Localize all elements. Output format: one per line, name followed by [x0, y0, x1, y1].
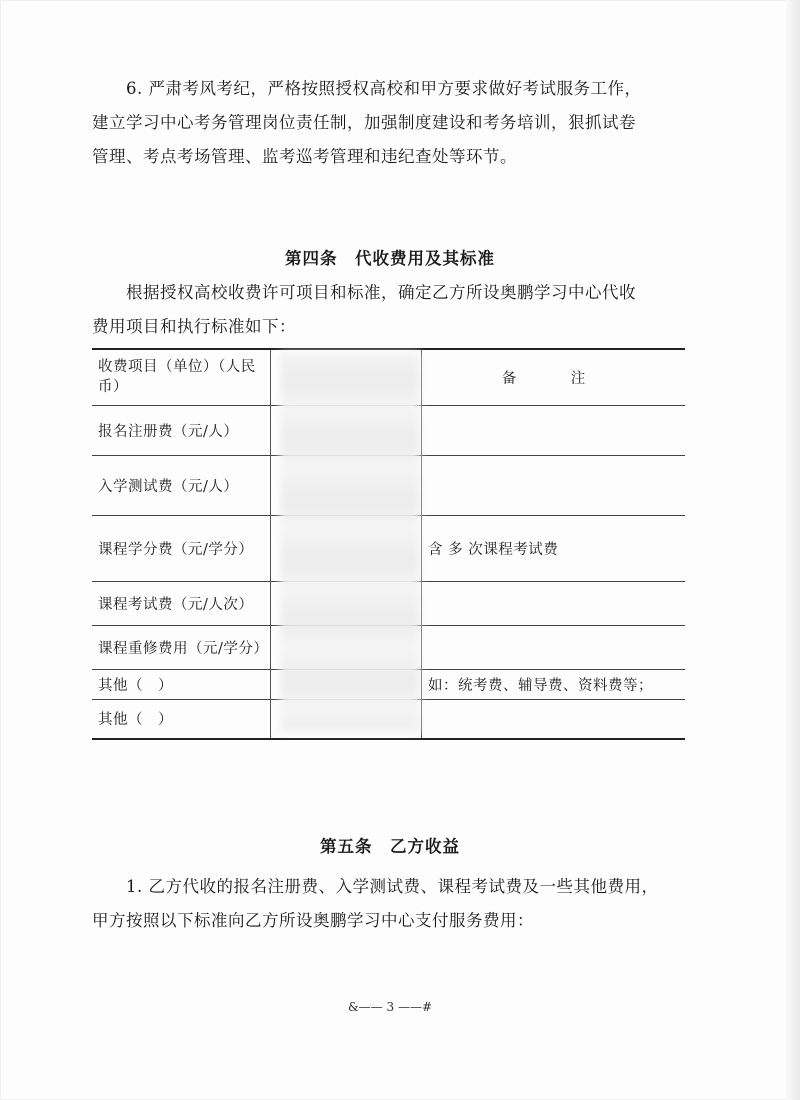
- row-remark: [422, 625, 686, 669]
- article5-paragraph: [92, 870, 692, 938]
- row-item: 课程考试费（元/人次）: [92, 581, 271, 625]
- section6-line2: 建立学习中心考务管理岗位责任制，加强制度建设和考务培训，狠抓试卷: [92, 113, 636, 132]
- header-remark: 备 注: [422, 349, 686, 405]
- section6-line3: 管理、考点考场管理、监考巡考管理和违纪查处等环节。: [92, 147, 517, 166]
- row-remark: [422, 581, 686, 625]
- row-item: 入学测试费（元/人）: [92, 455, 271, 515]
- row-remark: 含 多 次课程考试费: [422, 515, 686, 581]
- article5-title: 第五条 乙方收益: [320, 837, 460, 856]
- row-item: 课程学分费（元/学分）: [92, 515, 271, 581]
- article5-line2: 甲方按照以下标准向乙方所设奥鹏学习中心支付服务费用：: [92, 911, 534, 930]
- article5-line1: 1. 乙方代收的报名注册费、入学测试费、课程考试费及一些其他费用，: [126, 877, 659, 896]
- redacted-amount-column: [280, 352, 420, 732]
- section6-paragraph: [92, 72, 692, 174]
- row-remark: [422, 405, 686, 455]
- row-item: 其他（ ）: [92, 699, 271, 739]
- scan-edge: [786, 0, 800, 1100]
- article4-intro-line2: 费用项目和执行标准如下：: [92, 317, 296, 336]
- article4-intro-line1: 根据授权高校收费许可项目和标准，确定乙方所设奥鹏学习中心代收: [126, 283, 636, 302]
- row-item: 其他（ ）: [92, 669, 271, 699]
- page-number: &—— 3 ——#: [348, 1000, 432, 1014]
- header-item: 收费项目（单位）（人民币）: [92, 349, 271, 405]
- row-remark: [422, 699, 686, 739]
- row-remark: 如：统考费、辅导费、资料费等；: [422, 669, 686, 699]
- row-remark: [422, 455, 686, 515]
- row-item: 课程重修费用（元/学分）: [92, 625, 271, 669]
- article4-intro: [92, 276, 692, 344]
- row-item: 报名注册费（元/人）: [92, 405, 271, 455]
- article4-title: 第四条 代收费用及其标准: [285, 249, 495, 268]
- section6-line1: 6. 严肃考风考纪，严格按照授权高校和甲方要求做好考试服务工作，: [126, 79, 642, 98]
